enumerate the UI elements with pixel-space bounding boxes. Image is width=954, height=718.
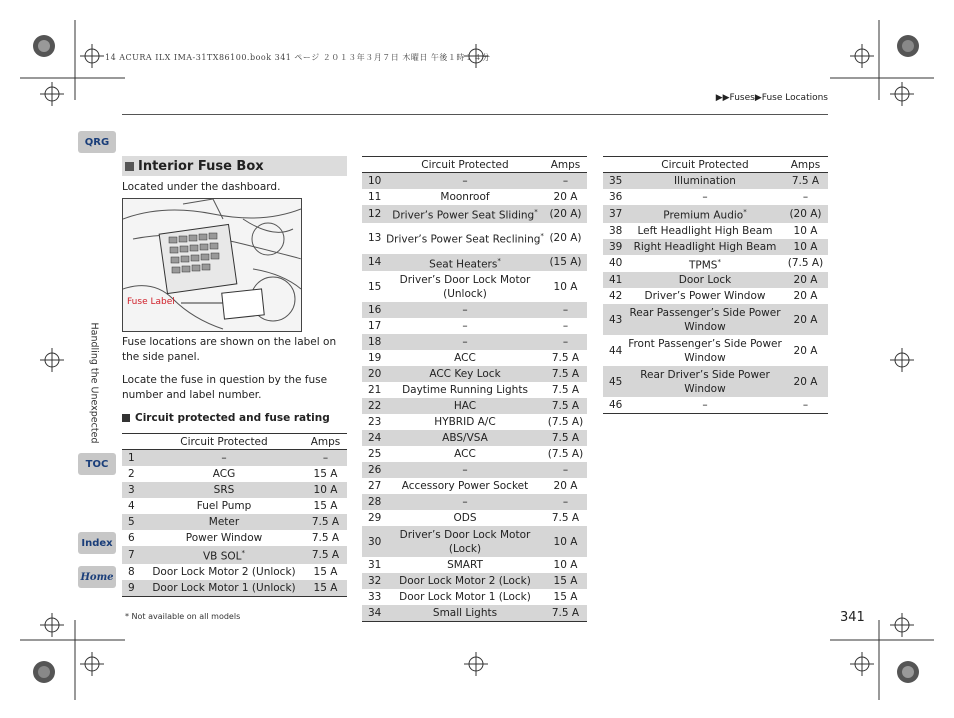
circuit-protected: ACC Key Lock bbox=[386, 366, 544, 382]
fuse-amps: 7.5 A bbox=[544, 398, 587, 414]
header-rule bbox=[122, 114, 828, 115]
table-row bbox=[603, 189, 828, 205]
locate-fuse-text: Locate the fuse in question by the fuse number and label number. bbox=[122, 374, 328, 401]
fuse-table-1 bbox=[122, 433, 347, 597]
fuse-number: 10 bbox=[362, 173, 386, 190]
fuse-number: 16 bbox=[362, 302, 386, 318]
table-row bbox=[603, 272, 828, 288]
fuse-number: 33 bbox=[368, 591, 382, 603]
circuit-protected: SRS bbox=[144, 482, 304, 498]
table-row bbox=[603, 288, 828, 304]
fuse-number: 20 bbox=[362, 366, 386, 382]
table-row bbox=[362, 318, 587, 334]
fuse-amps: (15 A) bbox=[544, 254, 587, 272]
fuse-amps: 10 A bbox=[783, 239, 828, 255]
table-row bbox=[362, 382, 587, 398]
fuse-number: 2 bbox=[128, 468, 135, 480]
breadcrumb bbox=[716, 93, 828, 103]
table-row bbox=[603, 397, 828, 414]
table-row bbox=[122, 450, 347, 467]
fuse-amps: 7.5 A bbox=[551, 352, 580, 364]
table-row bbox=[122, 580, 347, 597]
circuit-rating-subheading: Circuit protected and fuse rating bbox=[122, 412, 330, 424]
circuit-protected: Rear Passenger’s Side Power Window bbox=[627, 304, 783, 335]
table-row bbox=[362, 573, 587, 589]
table-row bbox=[362, 334, 587, 350]
table-row bbox=[362, 189, 587, 205]
circuit-protected: Seat Heaters* bbox=[386, 254, 544, 272]
fuse-amps: – bbox=[562, 320, 569, 332]
fuse-number: 28 bbox=[362, 494, 386, 510]
fuse-number: 9 bbox=[122, 580, 144, 597]
breadcrumb-separator: ▶ bbox=[754, 93, 762, 103]
fuse-box-diagram bbox=[122, 198, 302, 332]
page-number: 341 bbox=[840, 610, 865, 625]
fuse-amps: 15 A bbox=[304, 580, 347, 597]
circuit-protected: Door Lock Motor 1 (Lock) bbox=[399, 591, 531, 603]
fuse-number: 31 bbox=[368, 559, 382, 571]
index-tab[interactable]: Index bbox=[78, 532, 116, 554]
fuse-number: 25 bbox=[368, 448, 382, 460]
circuit-protected: – bbox=[386, 173, 544, 190]
header-circuit: Circuit Protected bbox=[144, 434, 304, 450]
table-row bbox=[362, 589, 587, 605]
fuse-amps: 20 A bbox=[793, 290, 818, 302]
circuit-protected: – bbox=[386, 334, 544, 350]
fuse-number: 36 bbox=[609, 191, 623, 203]
fuse-amps: 20 A bbox=[783, 272, 828, 288]
circuit-protected: – bbox=[702, 191, 708, 203]
fuse-amps: – bbox=[544, 494, 587, 510]
fuse-amps: 15 A bbox=[313, 565, 338, 578]
header-circuit: Circuit Protected bbox=[627, 157, 783, 173]
fuse-amps: – bbox=[802, 191, 809, 203]
table-row bbox=[362, 271, 587, 302]
fuse-amps: 7.5 A bbox=[304, 514, 347, 530]
circuit-protected: Illumination bbox=[627, 173, 783, 190]
circuit-protected: ABS/VSA bbox=[386, 430, 544, 446]
table-row bbox=[362, 557, 587, 573]
fuse-number: 46 bbox=[603, 397, 627, 414]
table-row bbox=[603, 173, 828, 190]
fuse-number: 24 bbox=[362, 430, 386, 446]
circuit-protected: Left Headlight High Beam bbox=[637, 224, 773, 237]
fuse-amps: (7.5 A) bbox=[547, 416, 584, 428]
fuse-amps: 15 A bbox=[313, 468, 338, 480]
fuse-amps: – bbox=[544, 462, 587, 478]
fuse-amps: 7.5 A bbox=[304, 546, 347, 564]
fuse-number: 39 bbox=[603, 239, 627, 255]
circuit-protected: Door Lock bbox=[627, 272, 783, 288]
fuse-number: 6 bbox=[128, 532, 135, 544]
circuit-protected: Driver’s Power Window bbox=[644, 290, 766, 302]
fuse-number: 26 bbox=[362, 462, 386, 478]
header-amps: Amps bbox=[544, 157, 587, 173]
circuit-protected: Door Lock Motor 1 (Unlock) bbox=[144, 580, 304, 597]
circuit-protected: Daytime Running Lights bbox=[402, 384, 528, 396]
table-header-row bbox=[362, 157, 587, 173]
fuse-number: 19 bbox=[368, 352, 382, 364]
fuse-number: 13 bbox=[368, 232, 382, 244]
circuit-protected: ACC bbox=[454, 448, 476, 460]
fuse-number: 21 bbox=[368, 384, 382, 396]
fuse-amps: 10 A bbox=[793, 224, 818, 237]
fuse-table-3 bbox=[603, 156, 828, 414]
fuse-number: 45 bbox=[603, 366, 627, 397]
circuit-protected: – bbox=[627, 397, 783, 414]
circuit-protected: TPMS* bbox=[689, 257, 721, 271]
fuse-number: 40 bbox=[609, 257, 623, 270]
fuse-amps: 10 A bbox=[553, 559, 578, 571]
fuse-amps: – bbox=[304, 450, 347, 467]
fuse-number: 41 bbox=[603, 272, 627, 288]
table-header-row bbox=[122, 434, 347, 450]
toc-tab[interactable]: TOC bbox=[78, 453, 116, 475]
table-row bbox=[603, 255, 828, 273]
fuse-number: 14 bbox=[362, 254, 386, 272]
fuse-number: 17 bbox=[368, 320, 382, 332]
circuit-protected: Door Lock Motor 2 (Lock) bbox=[386, 573, 544, 589]
fuse-number: 42 bbox=[609, 290, 623, 302]
circuit-protected: Power Window bbox=[185, 532, 263, 544]
fuse-amps: 10 A bbox=[544, 526, 587, 557]
table-row bbox=[362, 223, 587, 254]
header-amps: Amps bbox=[783, 157, 828, 173]
fuse-number: 15 bbox=[368, 280, 382, 293]
circuit-protected: – bbox=[462, 320, 468, 332]
table-row bbox=[362, 478, 587, 494]
fuse-number: 22 bbox=[362, 398, 386, 414]
fuse-amps: 7.5 A bbox=[544, 430, 587, 446]
fuse-number: 11 bbox=[368, 191, 382, 203]
fuse-amps: 7.5 A bbox=[783, 173, 828, 190]
circuit-protected: Driver’s Power Seat Reclining* bbox=[386, 232, 544, 246]
fuse-label-callout: Fuse Label bbox=[127, 297, 175, 307]
table-row bbox=[362, 254, 587, 272]
circuit-protected: ACG bbox=[212, 468, 236, 480]
table-row bbox=[122, 514, 347, 530]
fuse-amps: 20 A bbox=[553, 480, 578, 492]
table-row bbox=[603, 335, 828, 366]
table-row bbox=[122, 466, 347, 482]
breadcrumb-fuse-locations[interactable]: Fuse Locations bbox=[761, 93, 828, 103]
circuit-protected: HAC bbox=[386, 398, 544, 414]
fuse-amps: 7.5 A bbox=[551, 512, 580, 524]
table-row bbox=[362, 462, 587, 478]
fuse-number: 37 bbox=[603, 205, 627, 223]
location-text: Located under the dashboard. bbox=[122, 181, 281, 193]
table-row bbox=[362, 350, 587, 366]
fuse-amps: (20 A) bbox=[783, 205, 828, 223]
circuit-protected: ODS bbox=[453, 512, 477, 524]
table-header-row bbox=[603, 157, 828, 173]
fuse-number: 4 bbox=[128, 500, 135, 512]
table-row bbox=[122, 498, 347, 514]
fuse-number: 27 bbox=[368, 480, 382, 492]
fuse-amps: 15 A bbox=[313, 500, 338, 512]
fuse-amps: 20 A bbox=[553, 191, 578, 203]
fuse-number: 30 bbox=[362, 526, 386, 557]
circuit-protected: Fuel Pump bbox=[196, 500, 252, 512]
fuse-number: 43 bbox=[603, 304, 627, 335]
table-row bbox=[362, 446, 587, 462]
fuse-amps: 20 A bbox=[783, 366, 828, 397]
table-row bbox=[362, 366, 587, 382]
circuit-protected: ACC bbox=[454, 352, 476, 364]
fuse-amps: 7.5 A bbox=[551, 384, 580, 396]
fuse-number: 34 bbox=[362, 605, 386, 622]
fuse-number: 44 bbox=[609, 344, 623, 357]
footnote: * Not available on all models bbox=[125, 612, 241, 621]
table-row bbox=[603, 223, 828, 239]
fuse-number: 12 bbox=[362, 205, 386, 223]
circuit-protected: – bbox=[386, 494, 544, 510]
circuit-protected: Driver’s Door Lock Motor (Lock) bbox=[386, 526, 544, 557]
circuit-protected: Accessory Power Socket bbox=[401, 480, 529, 492]
table-row bbox=[362, 605, 587, 622]
table-row bbox=[603, 304, 828, 335]
fuse-amps: 7.5 A bbox=[544, 366, 587, 382]
square-bullet-icon bbox=[122, 414, 130, 422]
circuit-protected: Driver’s Door Lock Motor (Unlock) bbox=[399, 273, 531, 300]
circuit-protected: Moonroof bbox=[440, 191, 490, 203]
fuse-number: 18 bbox=[362, 334, 386, 350]
print-info-line: 14 ACURA ILX IMA-31TX86100.book 341 ページ ２０１３年３月７日 木曜日 午後１時１４分 bbox=[105, 53, 491, 62]
fuse-amps: 20 A bbox=[783, 304, 828, 335]
circuit-protected: SMART bbox=[447, 559, 483, 571]
table-row bbox=[362, 173, 587, 190]
fuse-number: 3 bbox=[122, 482, 144, 498]
fuse-amps: – bbox=[544, 302, 587, 318]
circuit-protected: VB SOL* bbox=[144, 546, 304, 564]
circuit-protected: Driver’s Power Seat Sliding* bbox=[386, 205, 544, 223]
fuse-amps: – bbox=[783, 397, 828, 414]
fuse-amps: 7.5 A bbox=[311, 532, 340, 544]
fuse-number: 29 bbox=[368, 512, 382, 524]
table-row bbox=[362, 510, 587, 526]
table-row bbox=[122, 482, 347, 498]
header-amps: Amps bbox=[304, 434, 347, 450]
table-row bbox=[603, 366, 828, 397]
table-row bbox=[122, 530, 347, 546]
section-title: Interior Fuse Box bbox=[122, 156, 347, 176]
fuse-box-illustration bbox=[123, 199, 301, 331]
fuse-amps: – bbox=[544, 173, 587, 190]
fuse-amps: (7.5 A) bbox=[787, 257, 824, 270]
table-row bbox=[122, 564, 347, 580]
square-bullet-icon bbox=[125, 162, 134, 171]
fuse-number: 5 bbox=[122, 514, 144, 530]
header-circuit: Circuit Protected bbox=[386, 157, 544, 173]
circuit-protected: Rear Driver’s Side Power Window bbox=[627, 366, 783, 397]
circuit-protected: Premium Audio* bbox=[627, 205, 783, 223]
circuit-protected: – bbox=[386, 462, 544, 478]
fuse-amps: 15 A bbox=[544, 573, 587, 589]
fuse-number: 1 bbox=[122, 450, 144, 467]
fuse-amps: (20 A) bbox=[544, 205, 587, 223]
home-tab[interactable]: Home bbox=[78, 566, 116, 588]
fuse-number: 32 bbox=[362, 573, 386, 589]
fuse-table-2 bbox=[362, 156, 587, 622]
fuse-amps: – bbox=[544, 334, 587, 350]
fuse-amps: 15 A bbox=[553, 591, 578, 603]
table-row bbox=[603, 239, 828, 255]
fuse-amps: (20 A) bbox=[549, 232, 582, 244]
fuse-number: 7 bbox=[122, 546, 144, 564]
circuit-protected: Small Lights bbox=[386, 605, 544, 622]
table-row bbox=[122, 546, 347, 564]
circuit-protected: – bbox=[144, 450, 304, 467]
table-row bbox=[362, 398, 587, 414]
fuse-amps: 20 A bbox=[793, 344, 818, 357]
fuse-number: 38 bbox=[609, 224, 623, 237]
table-row bbox=[603, 205, 828, 223]
table-row bbox=[362, 526, 587, 557]
table-row bbox=[362, 494, 587, 510]
fuse-number: 35 bbox=[603, 173, 627, 190]
circuit-protected: Front Passenger’s Side Power Window bbox=[628, 337, 782, 364]
table-row bbox=[362, 205, 587, 223]
circuit-protected: – bbox=[386, 302, 544, 318]
qrg-tab[interactable]: QRG bbox=[78, 131, 116, 153]
label-location-text: Fuse locations are shown on the label on the side panel. bbox=[122, 336, 337, 363]
fuse-number: 23 bbox=[368, 416, 382, 428]
fuse-amps: 10 A bbox=[553, 280, 578, 293]
table-row bbox=[362, 430, 587, 446]
fuse-number: 8 bbox=[128, 565, 135, 578]
fuse-amps: 7.5 A bbox=[544, 605, 587, 622]
table-row bbox=[362, 302, 587, 318]
table-row bbox=[362, 414, 587, 430]
circuit-protected: HYBRID A/C bbox=[434, 416, 496, 428]
breadcrumb-arrows: ▶▶ bbox=[715, 93, 730, 103]
circuit-protected: Meter bbox=[144, 514, 304, 530]
fuse-amps: 10 A bbox=[304, 482, 347, 498]
breadcrumb-fuses[interactable]: Fuses bbox=[729, 93, 755, 103]
chapter-side-label: Handling the Unexpected bbox=[88, 322, 100, 444]
circuit-protected: Right Headlight High Beam bbox=[627, 239, 783, 255]
circuit-protected: Door Lock Motor 2 (Unlock) bbox=[152, 565, 296, 578]
fuse-amps: (7.5 A) bbox=[547, 448, 584, 460]
